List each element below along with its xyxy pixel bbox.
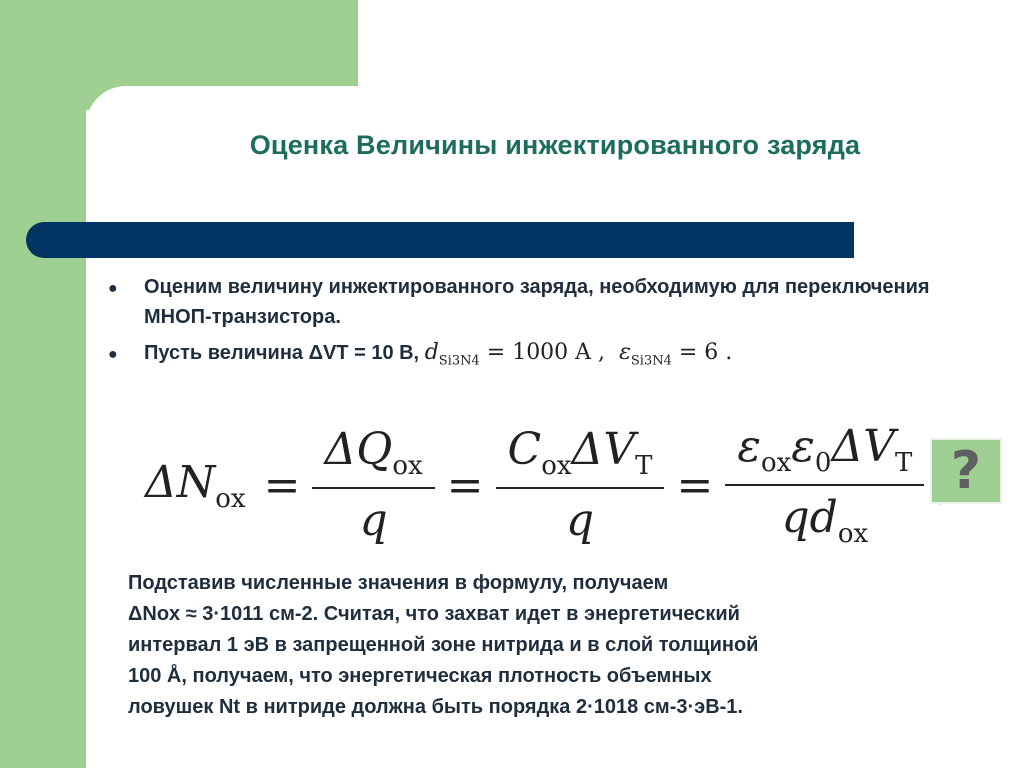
thickness-formula: $d_{Si3N4} = 1000$ A ,: [424, 340, 606, 369]
bullet-dot-icon: ●: [108, 280, 118, 297]
charge-equation: [145, 420, 943, 550]
fraction-permittivity: $\frac{\varepsilon_{ox}\varepsilon_0\Delta V_T}{qd_{ox}}$: [731, 421, 918, 549]
slide-title: Оценка Величины инжектированного заряда: [249, 130, 861, 160]
equation-lhs: $\Delta N_{ox}$: [145, 456, 246, 514]
bullet-text: Оценим величину инжектированного заряда, необходимую для переключения МНОП-транзистора.: [144, 276, 930, 328]
bullet-item: [104, 272, 984, 332]
text-line: Подставив численные значения в формулу, получаем: [128, 572, 669, 594]
fraction-capacitance: $\frac{C_{ox}\Delta V_T}{q}$: [502, 424, 659, 546]
bullet-item: [104, 338, 984, 376]
equals-sign: =: [676, 459, 714, 511]
title-underline-bar: [26, 222, 854, 258]
equals-sign: =: [263, 459, 301, 511]
green-side-stripe: [0, 0, 86, 768]
fraction-charge: $\frac{\Delta Q_{ox}}{q}$: [318, 424, 428, 546]
text-line: интервал 1 эВ в запрещенной зоне нитрида и в слой толщиной: [128, 634, 759, 656]
text-line: 100 Å, получаем, что энергетическая плотность объемных: [128, 665, 712, 687]
conclusion-text: [128, 568, 1008, 723]
bullet-dot-icon: ●: [108, 346, 118, 363]
bullet-list: [104, 272, 984, 382]
equals-sign: =: [446, 459, 484, 511]
permittivity-formula: $\varepsilon_{Si3N4} = 6$ .: [619, 340, 733, 369]
text-line: ΔNox ≈ 3·1011 см-2. Считая, что захват идет в энергетический: [128, 603, 740, 625]
bullet-text: Пусть величина ΔVT = 10 В,: [144, 342, 420, 364]
text-line: ловушек Nt в нитриде должна быть порядка 2·1018 см-3·эВ-1.: [128, 696, 743, 718]
help-button[interactable]: ?: [930, 438, 1002, 504]
